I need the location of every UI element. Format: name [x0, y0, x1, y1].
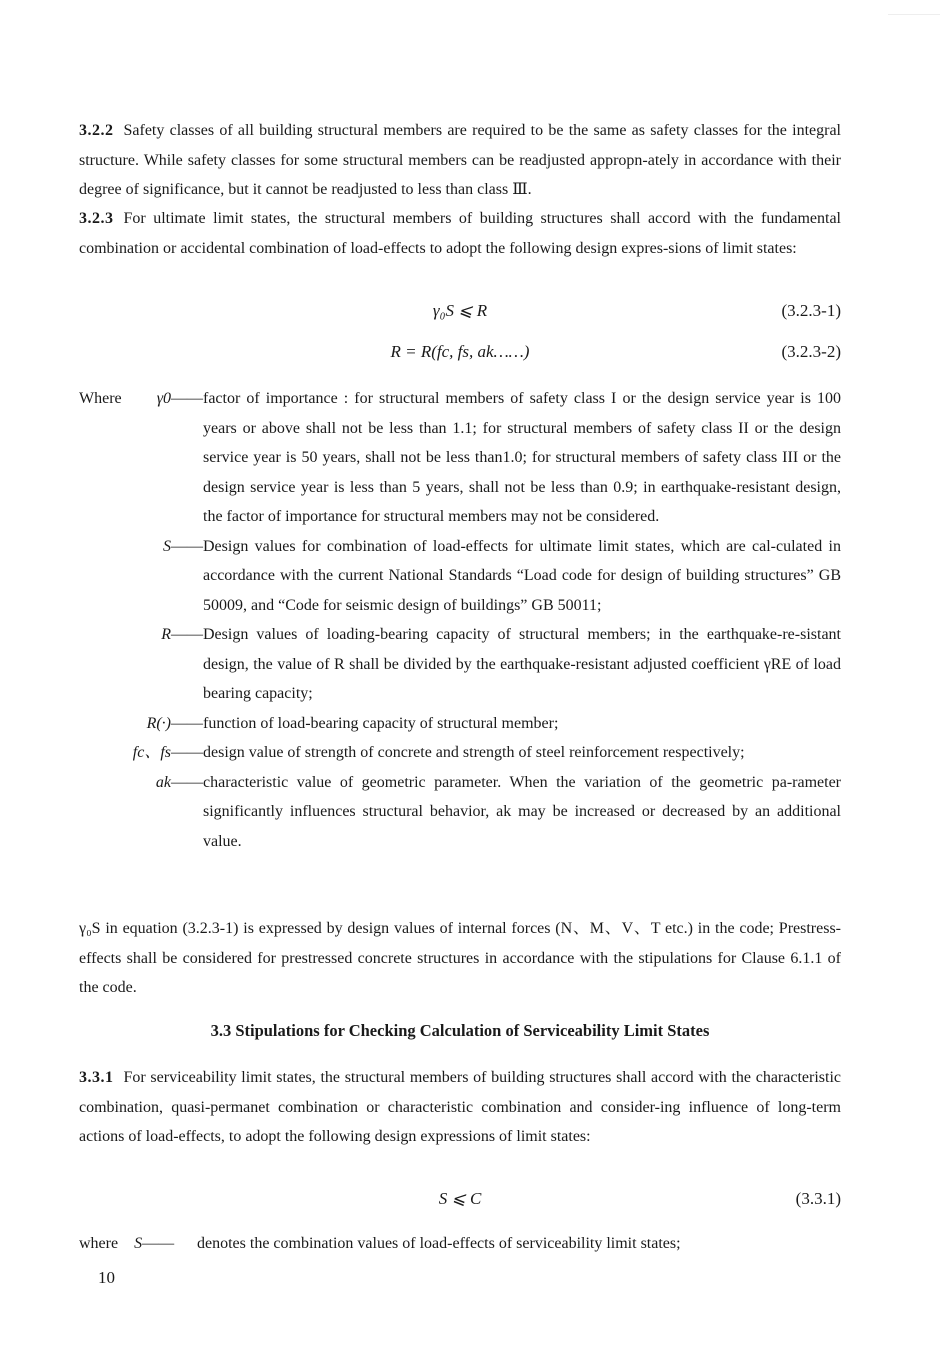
- symbol: S: [163, 537, 171, 555]
- definition-text: denotes the combination values of load-effects of serviceability limit states;: [197, 1235, 681, 1252]
- where-label: where: [79, 1235, 119, 1252]
- section-heading-3-3: 3.3 Stipulations for Checking Calculation of Serviceability Limit States: [210, 1021, 710, 1040]
- definition-R-function: R(·)—— function of load-bearing capacity of structural member;: [146, 714, 559, 732]
- definition-text: factor of importance : for structural members of safety class I or the design service year is 100 years or above shall not be less than 1.1; for structural members of safety class II or the design service year is 50 years, shall not be less than1.0; for structural members of safety class III or the design service year is less than 5 years, shall not be less than 0.9; in earthquake-resistant design, the factor of importance for structural members may not be considered.: [203, 390, 841, 525]
- clause-3-2-3: [79, 204, 841, 263]
- equation-expression: R = R(fc, fs, ak……): [390, 342, 530, 361]
- page-number: 10: [98, 1268, 115, 1287]
- clause-number: 3.2.3: [79, 210, 114, 227]
- definition-text: Design values of loading-bearing capacity of structural members; in the earthquake-re-sistant design, the value of R shall be divided by the earthquake-resistant adjusted coefficient γRE of load bearing capacity;: [203, 626, 841, 702]
- definition-fc-fs: fc、fs—— design value of strength of concrete and strength of steel reinforcement respectively;: [132, 744, 745, 761]
- equation-3-2-3-1: [79, 301, 841, 331]
- equation-3-3-1: [79, 1189, 841, 1219]
- paragraph-text: γ₀S in equation (3.2.3-1) is expressed by design values of internal forces (N、M、V、T etc.) in the code; Prestress-effects shall be considered for prestressed concrete structures in accordance with the stipulations for Clause 6.1.1 of the code.: [79, 920, 842, 996]
- equation-expression: γ₀S ⩽ R: [432, 301, 488, 320]
- clause-3-3-1: [79, 1063, 841, 1152]
- equation-number: (3.2.3-2): [781, 342, 841, 361]
- symbol: ak: [155, 773, 171, 791]
- definition-text: function of load-bearing capacity of structural member;: [203, 714, 559, 732]
- clause-3-2-2: [79, 116, 841, 205]
- equation-number: (3.3.1): [795, 1189, 841, 1208]
- definition-ak: ak—— characteristic value of geometric parameter. When the variation of the geometric pa-rameter significantly influences structural behavior, ak may be increased or decreased by an additional value.: [155, 773, 841, 850]
- clause-text: Safety classes of all building structural members are required to be the same as safety classes for the integral structure. While safety classes for some structural members can be readjusted appropn-ately in accordance with their degree of significance, but it cannot be readjusted to less than class Ⅲ.: [79, 122, 841, 198]
- symbol: γ0: [156, 390, 171, 407]
- clause-text: For ultimate limit states, the structural members of building structures shall accord with the fundamental combination or accidental combination of load-effects to adopt the following design expres-sions of limit states:: [79, 210, 841, 257]
- symbol: fc、fs: [132, 744, 171, 761]
- equation-expression: S ⩽ C: [438, 1189, 482, 1208]
- symbol: S: [134, 1235, 143, 1252]
- definition-text: characteristic value of geometric parameter. When the variation of the geometric pa-rameter significantly influences structural behavior, ak may be increased or decreased by an additional value.: [203, 773, 841, 850]
- equation-number: (3.2.3-1): [781, 301, 841, 320]
- clause-number: 3.3.1: [79, 1069, 114, 1086]
- where-label: Where: [79, 390, 122, 407]
- definition-R: R—— Design values of loading-bearing capacity of structural members; in the earthquake-re-sistant design, the value of R shall be divided by the earthquake-resistant adjusted coefficient γRE of load bearing capacity;: [161, 626, 841, 702]
- clause-text: For serviceability limit states, the structural members of building structures shall accord with the characteristic combination, quasi-permanet combination or characteristic combination and consider-ing influence of long-term actions of load-effects, to adopt the following design expressions of limit states:: [79, 1069, 841, 1145]
- symbol-definitions: [79, 384, 841, 856]
- scan-artifact: [888, 14, 940, 23]
- symbol: R(·): [146, 714, 171, 732]
- definition-text: design value of strength of concrete and strength of steel reinforcement respectively;: [203, 744, 745, 761]
- definition-S: S—— Design values for combination of load-effects for ultimate limit states, which are cal-culated in accordance with the current National Standards “Load code for design of building structures” GB 50009, and “Code for seismic design of buildings” GB 50011;: [163, 537, 841, 614]
- definition-text: Design values for combination of load-effects for ultimate limit states, which are cal-culated in accordance with the current National Standards “Load code for design of building structures” GB 50009, and “Code for seismic design of buildings” GB 50011;: [203, 537, 841, 614]
- equation-3-2-3-2: [79, 342, 841, 372]
- paragraph-gamma-s: [79, 914, 841, 1003]
- clause-number: 3.2.2: [79, 122, 114, 139]
- definition-S-serviceability: where S—— denotes the combination values of load-effects of serviceability limit states;: [79, 1235, 681, 1252]
- definition-gamma0: Where γ0—— factor of importance : for structural members of safety class I or the design service year is 100 years or above shall not be less than 1.1; for structural members of safety class II or the design service year is 50 years, shall not be less than1.0; for structural members of safety class III or the design service year is less than 5 years, shall not be less than 0.9; in earthquake-resistant design, the factor of importance for structural members may not be considered.: [79, 384, 841, 532]
- symbol: R: [161, 626, 171, 643]
- symbol-definitions-3-3: [79, 1229, 841, 1259]
